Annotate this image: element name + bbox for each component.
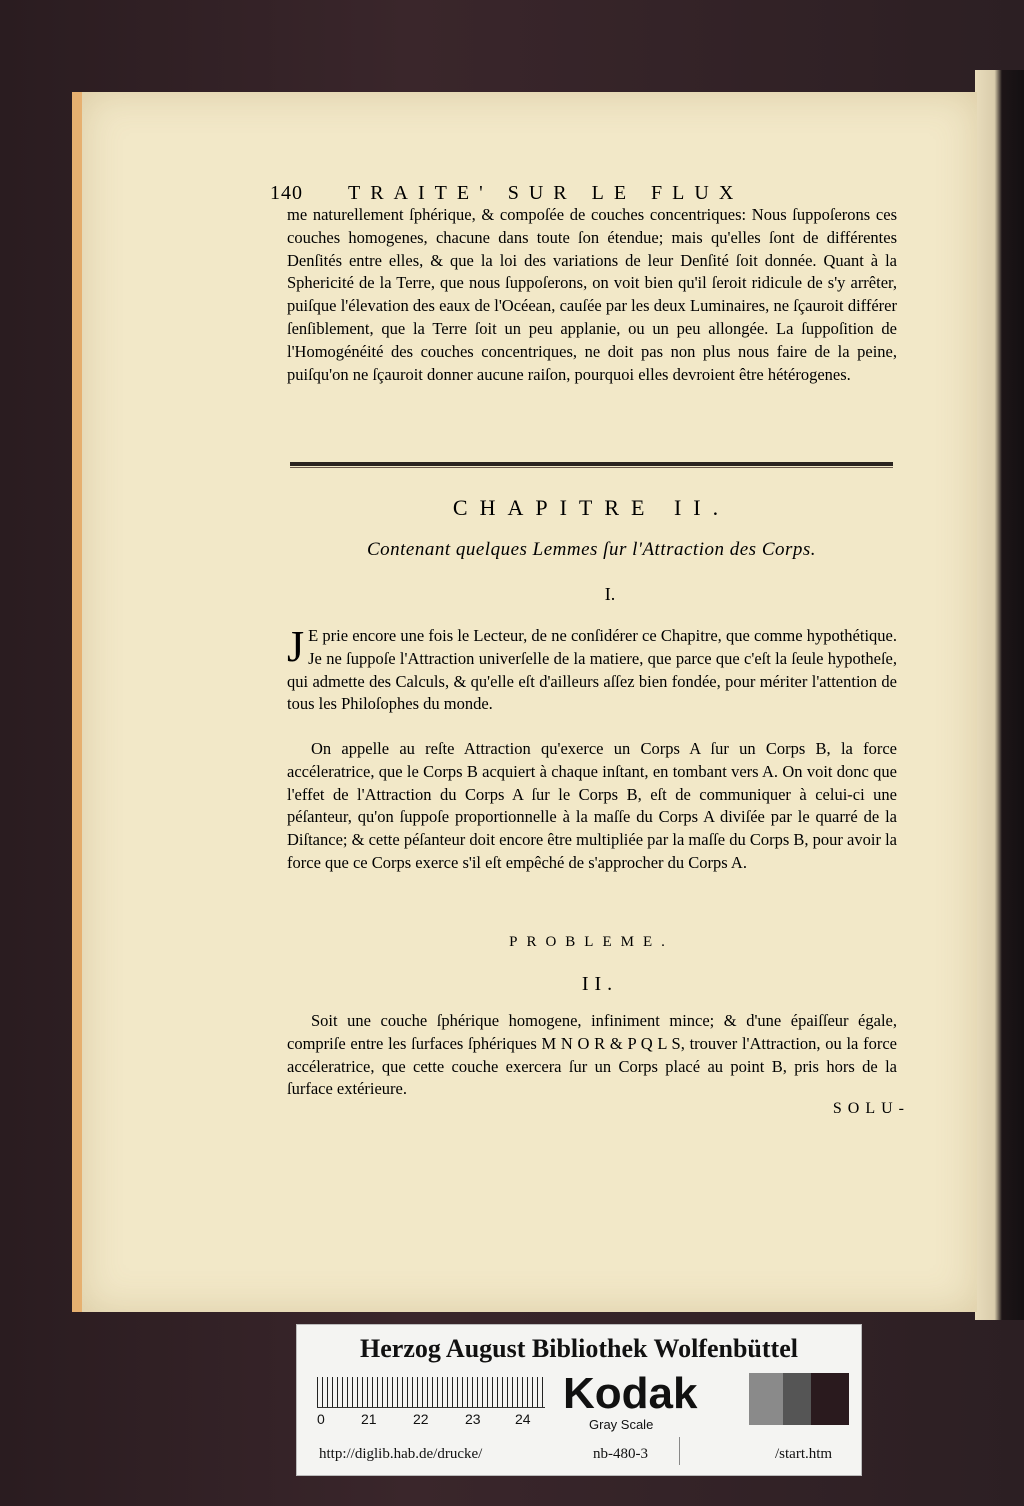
page-number: 140 [270,182,303,204]
section-number-two: II. [581,973,619,995]
gray-swatches [749,1373,849,1425]
top-paragraph: me naturellement ſphérique, & compoſée de couches concentriques: Nous ſuppoſerons ces couches homogenes, chacune dans toute ſon étendue; mais qu'elles ſont de différentes Denſités entre elles, & que la loi des variations de leur Denſité ſoit donnée. Quant à la Sphericité de la Terre, que nous ſuppoſerons, on voit bien qu'il ſeroit ridicule de s'y arrêter, puiſque l'élevation des eaux de l'Océean, cauſée par les deux Luminaires, ne ſçauroit différer ſenſiblement, que la Terre ſoit un peu applanie, ou un peu allongée. La ſuppoſition de l'Homogénéité des couches concentriques, ne doit pas non plus nous faire de la peine, puiſqu'on ne ſçauroit donner aucune raiſon, pourquoi elles devroient être hétérogenes. [287,205,897,384]
ruler-label: 23 [465,1411,481,1427]
section-number-one: I. [604,584,616,604]
ruler-label: 21 [361,1411,377,1427]
running-title: TRAITE' SUR LE FLUX [348,182,744,204]
library-url: http://diglib.hab.de/drucke/ [319,1446,483,1462]
kodak-logo: Kodak [563,1369,698,1418]
intro-text: E prie encore une fois le Lecteur, de ne conſidérer ce Chapitre, que comme hypothétique. Je ne ſuppoſe l'Attraction univerſelle de la matiere, que parce que c'eſt la ſeule hypotheſe, qui admette des Calculs, & qu'elle eſt d'ailleurs aſſez bien fondée, pour mériter l'attention de tous les Philoſophes du monde. [287,626,897,714]
chapter-heading: CHAPITRE II. [452,495,731,520]
ruler-labels [317,1411,547,1429]
library-name: Herzog August Bibliothek Wolfenbüttel [360,1334,798,1363]
probleme-paragraph: Soit une couche ſphérique homogene, infiniment mince; & d'une épaiſſeur égale, compriſe entre les ſurfaces ſphériques M N O R & P Q L S, trouver l'Attraction, ou la force accéleratrice, que cette couche exercera ſur un Corps placé au point B, pris hors de la ſurface extérieure. [287,1011,897,1099]
ruler-label: 24 [515,1411,531,1427]
drop-cap: J [287,622,305,671]
ruler-label: 22 [413,1411,429,1427]
catchword: SOLU- [832,1100,910,1117]
adjacent-page-edge [975,70,1024,1320]
gray-swatch [783,1373,811,1425]
intro-paragraph [287,622,897,716]
gray-swatch [811,1373,849,1425]
start-link: /start.htm [775,1446,833,1462]
scale-ruler [317,1377,545,1408]
gray-scale-label: Gray Scale [589,1417,654,1432]
attraction-paragraph: On appelle au reſte Attraction qu'exerce un Corps A ſur un Corps B, la force accéleratrice, que le Corps B acquiert à chaque inſtant, en tombant vers A. On voit donc que l'effet de l'Attraction du Corps A ſur le Corps B, eſt de communiquer à celui-ci une péſanteur, qu'on ſuppoſe proportionnelle à la maſſe du Corps A diviſée par le quarré de la Diſtance; & cette péſanteur doit encore être multipliée par la maſſe du Corps B, pour avoir la force que ce Corps exerce s'il eſt empêché de s'approcher du Corps A. [287,739,897,872]
card-footer [317,1443,847,1465]
probleme-heading: PROBLEME. [509,934,674,950]
chapter-rule-thin [290,467,893,468]
ruler-label: 0 [317,1411,325,1427]
chapter-subtitle: Contenant quelques Lemmes ſur l'Attraction des Corps. [366,539,817,560]
shelfmark: nb-480-3 [593,1446,648,1462]
library-calibration-card [296,1324,862,1476]
chapter-rule [290,462,893,466]
gray-swatch [749,1373,783,1425]
